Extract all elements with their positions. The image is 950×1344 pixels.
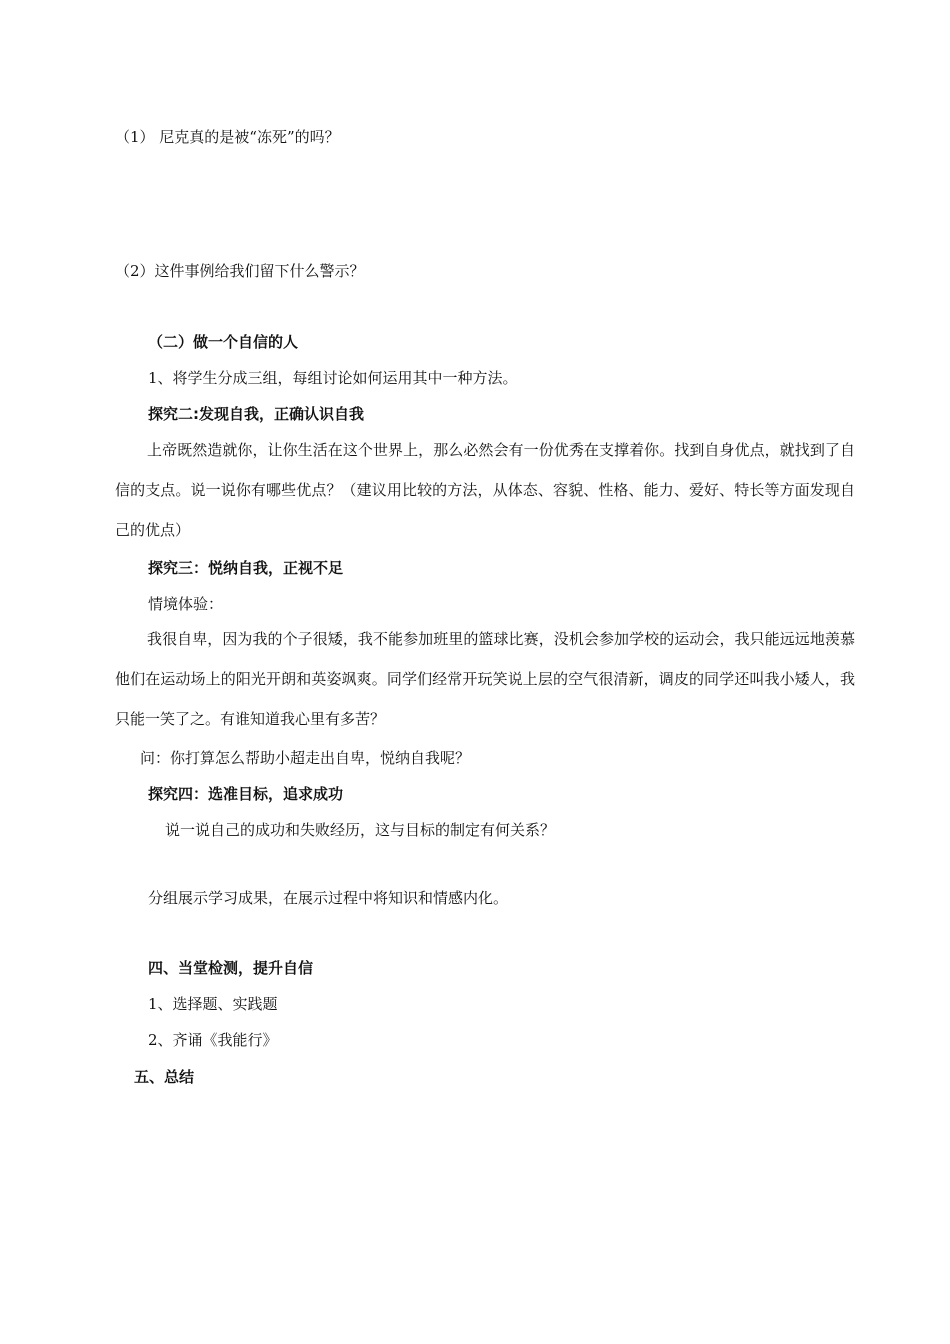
section-5-heading: 五、总结 xyxy=(134,1068,195,1086)
explore-2-heading: 探究二:发现自我，正确认识自我 xyxy=(148,405,365,423)
section-4-heading: 四、当堂检测，提升自信 xyxy=(148,959,314,977)
explore-4-text: 说一说自己的成功和失败经历，这与目标的制定有何关系？ xyxy=(165,821,556,839)
question-2: （2）这件事例给我们留下什么警示？ xyxy=(115,262,365,280)
section-2-heading: （二）做一个自信的人 xyxy=(148,333,299,351)
item-1: 1、选择题、实践题 xyxy=(148,995,278,1013)
question-help: 问：你打算怎么帮助小超走出自卑，悦纳自我呢？ xyxy=(140,749,471,767)
explore-3-heading: 探究三：悦纳自我，正视不足 xyxy=(148,559,344,577)
explore-4-heading: 探究四：选准目标，追求成功 xyxy=(148,785,344,803)
item-2: 2、齐诵《我能行》 xyxy=(148,1031,278,1049)
step-1: 1、将学生分成三组，每组讨论如何运用其中一种方法。 xyxy=(148,369,518,387)
group-show-text: 分组展示学习成果，在展示过程中将知识和情感内化。 xyxy=(148,889,509,907)
scenario-paragraph: 我很自卑，因为我的个子很矮，我不能参加班里的篮球比赛，没机会参加学校的运动会，我只能远远地羡慕他们在运动场上的阳光开朗和英姿飒爽。同学们经常开玩笑说上层的空气很清新，调皮的同学还叫我小矮人，我只能一笑了之。有谁知道我心里有多苦？ xyxy=(115,630,855,728)
scenario-label: 情境体验： xyxy=(148,595,224,613)
question-1: （1） 尼克真的是被“冻死”的吗？ xyxy=(115,128,340,146)
explore-2-paragraph: 上帝既然造就你，让你生活在这个世界上，那么必然会有一份优秀在支撑着你。找到自身优点，就找到了自信的支点。说一说你有哪些优点？（建议用比较的方法，从体态、容貌、性格、能力、爱好、特长等方面发现自己的优点） xyxy=(115,441,855,539)
